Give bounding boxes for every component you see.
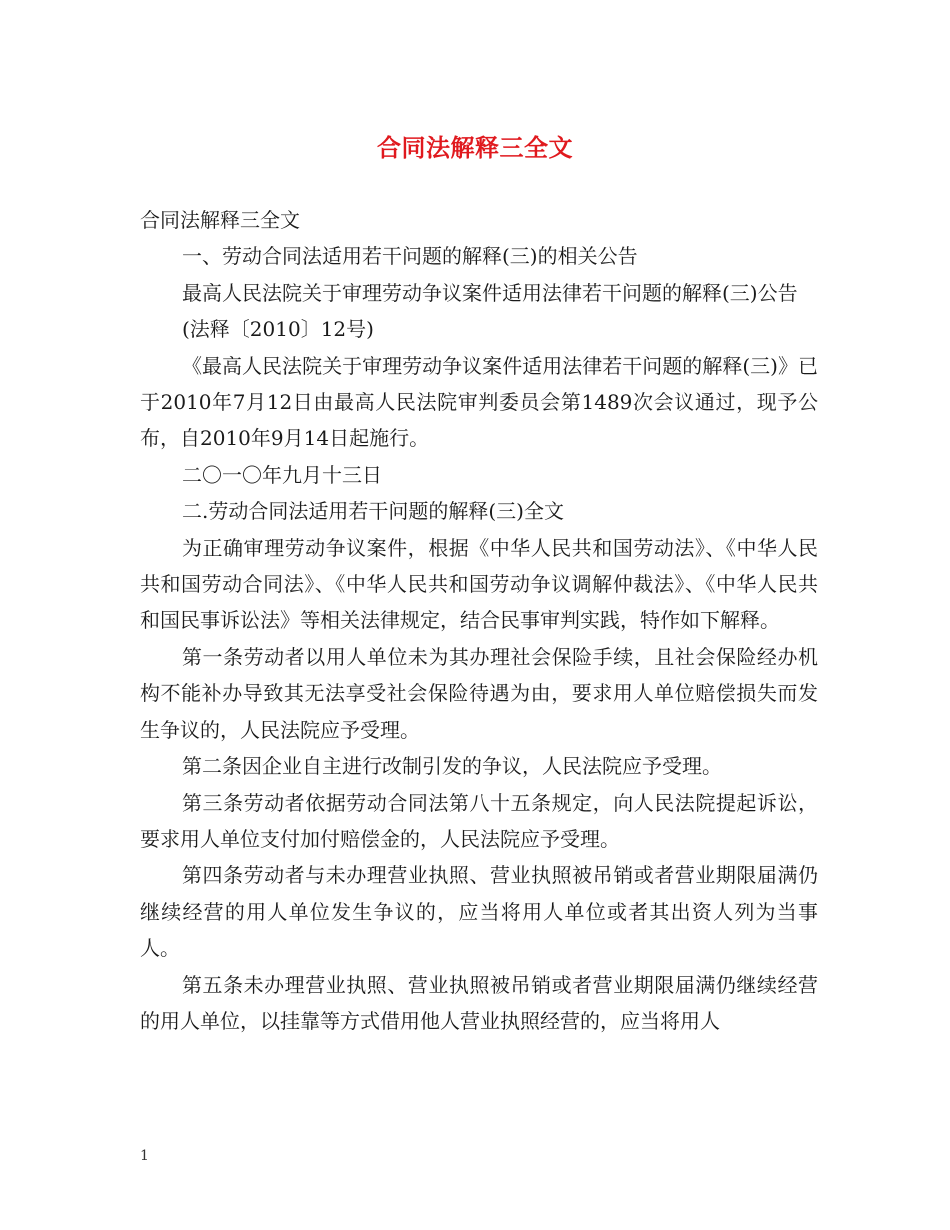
paragraph: (法释〔2010〕12号) (182, 317, 374, 342)
paragraph: 合同法解释三全文 (140, 208, 300, 232)
document-body (140, 202, 818, 1039)
paragraph: 《最高人民法院关于审理劳动争议案件适用法律若干问题的解释(三)》已于2010年7月12日由最高人民法院审判委员会第1489次会议通过，现予公布，自2010年9月14日起施行。 (140, 353, 818, 451)
paragraph: 第四条劳动者与未办理营业执照、营业执照被吊销或者营业期限届满仍继续经营的用人单位发生争议的，应当将用人单位或者其出资人列为当事人。 (140, 863, 818, 961)
document-title: 合同法解释三全文 (377, 133, 573, 162)
paragraph: 一、劳动合同法适用若干问题的解释(三)的相关公告 (182, 244, 638, 269)
paragraph: 二.劳动合同法适用若干问题的解释(三)全文 (182, 499, 564, 524)
paragraph: 最高人民法院关于审理劳动争议案件适用法律若干问题的解释(三)公告 (182, 280, 798, 305)
paragraph: 第三条劳动者依据劳动合同法第八十五条规定，向人民法院提起诉讼，要求用人单位支付加付赔偿金的，人民法院应予受理。 (140, 790, 818, 851)
page-number: 1 (140, 1148, 149, 1164)
paragraph: 二〇一〇年九月十三日 (182, 462, 382, 487)
paragraph: 第一条劳动者以用人单位未为其办理社会保险手续，且社会保险经办机构不能补办导致其无法享受社会保险待遇为由，要求用人单位赔偿损失而发生争议的，人民法院应予受理。 (140, 644, 818, 742)
paragraph: 第五条未办理营业执照、营业执照被吊销或者营业期限届满仍继续经营的用人单位，以挂靠等方式借用他人营业执照经营的，应当将用人 (140, 972, 818, 1033)
paragraph: 第二条因企业自主进行改制引发的争议，人民法院应予受理。 (182, 754, 722, 779)
paragraph: 为正确审理劳动争议案件，根据《中华人民共和国劳动法》、《中华人民共和国劳动合同法》、《中华人民共和国劳动争议调解仲裁法》、《中华人民共和国民事诉讼法》等相关法律规定，结合民事审判实践，特作如下解释。 (140, 535, 818, 633)
